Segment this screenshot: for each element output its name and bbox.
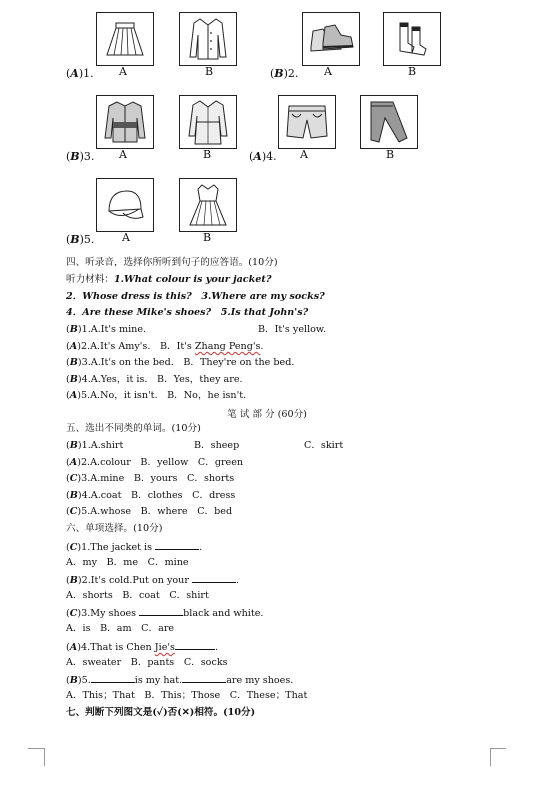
s5-q5: (C)5.A.whose B．where C．bed bbox=[66, 506, 233, 517]
q2-option-b: B bbox=[408, 65, 417, 78]
sneakers-icon bbox=[303, 13, 359, 65]
section7-title: 七、判断下列图文是(✓)否(✕)相符。(10分) bbox=[66, 707, 256, 718]
answer-blank[interactable] bbox=[192, 572, 236, 583]
q4-answer: (A)4. bbox=[249, 150, 277, 163]
s6-q4-options: A．sweater B．pants C．socks bbox=[66, 657, 228, 668]
s6-q1: (C)1.The jacket is . bbox=[66, 539, 202, 554]
answer-blank[interactable] bbox=[139, 605, 183, 616]
s6-q2: (B)2.It's cold.Put on your . bbox=[66, 572, 239, 587]
s4-q5: (A)5.A.No，it isn't. B．No，he isn't. bbox=[66, 390, 247, 401]
s6-q5-options: A．This；That B．This；Those C．These；That bbox=[66, 690, 308, 701]
skirt-icon bbox=[97, 13, 153, 65]
q5-answer: (B)5. bbox=[66, 233, 95, 246]
s4-q3: (B)3.A.It's on the bed. B．They're on the bed. bbox=[66, 357, 295, 368]
s6-q4: (A)4.That is Chen Jie's . bbox=[66, 639, 218, 654]
s6-q5: (B)5. is my hat. are my shoes. bbox=[66, 672, 293, 687]
crop-mark-bottom-right-h bbox=[490, 748, 506, 749]
socks-icon bbox=[384, 13, 440, 65]
q1-option-b: B bbox=[205, 65, 214, 78]
crop-mark-bottom-left-h bbox=[28, 748, 44, 749]
trousers-icon bbox=[361, 96, 417, 148]
q4-option-a: A bbox=[300, 148, 308, 161]
answer-blank[interactable] bbox=[91, 672, 135, 683]
q5-option-b: B bbox=[203, 231, 212, 244]
cap-image bbox=[96, 178, 154, 232]
s5-q1: (B)1.A.shirt bbox=[66, 440, 124, 451]
s6-q1-options: A．my B．me C．mine bbox=[66, 557, 189, 568]
answer-blank[interactable] bbox=[155, 539, 199, 550]
shorts-icon bbox=[279, 96, 335, 148]
dress-icon bbox=[180, 179, 236, 231]
section5-title: 五、选出不同类的单词。(10分) bbox=[66, 423, 201, 434]
jacket-image bbox=[96, 95, 154, 149]
q5-option-a: A bbox=[122, 231, 130, 244]
section4-title: 四、听录音，选择你所听到句子的应答语。(10分) bbox=[66, 257, 278, 268]
cap-icon bbox=[97, 179, 153, 231]
listening-material-3: 4．Are these Mike's shoes? 5.Is that John's? bbox=[66, 307, 309, 318]
sneakers-image bbox=[302, 12, 360, 66]
trench-coat-icon bbox=[180, 96, 236, 148]
coat-image bbox=[179, 12, 237, 66]
socks-image bbox=[383, 12, 441, 66]
dress-image bbox=[179, 178, 237, 232]
s5-q4: (B)4.A.coat B．clothes C．dress bbox=[66, 490, 236, 501]
q1-option-a: A bbox=[119, 65, 127, 78]
listening-material-1: 听力材料：1.What colour is your jacket? bbox=[66, 274, 272, 285]
s4-q1-option-b: B．It's yellow. bbox=[258, 324, 327, 335]
s5-q3: (C)3.A.mine B．yours C．shorts bbox=[66, 473, 235, 484]
s5-q1-option-c: C．skirt bbox=[304, 440, 344, 451]
answer-blank[interactable] bbox=[182, 672, 226, 683]
trousers-image bbox=[360, 95, 418, 149]
trench-coat-image bbox=[179, 95, 237, 149]
q1-answer: (A)1. bbox=[66, 67, 94, 80]
crop-mark-bottom-right bbox=[490, 748, 507, 766]
s6-q3-options: A．is B．am C．are bbox=[66, 623, 175, 634]
s4-q2: (A)2.A.It's Amy's. B．It's Zhang Peng's. bbox=[66, 341, 264, 352]
crop-mark-bottom-left bbox=[28, 748, 45, 766]
q3-option-b: B bbox=[203, 148, 212, 161]
written-test-heading: 笔 试 部 分 (60分) bbox=[227, 409, 307, 420]
q3-option-a: A bbox=[119, 148, 127, 161]
s4-q1: (B)1.A.It's mine. bbox=[66, 324, 147, 335]
s5-q2: (A)2.A.colour B．yellow C．green bbox=[66, 457, 244, 468]
q2-option-a: A bbox=[324, 65, 332, 78]
section6-title: 六、单项选择。(10分) bbox=[66, 523, 163, 534]
skirt-image bbox=[96, 12, 154, 66]
jacket-icon bbox=[97, 96, 153, 148]
q3-answer: (B)3. bbox=[66, 150, 95, 163]
q4-option-b: B bbox=[386, 148, 395, 161]
s6-q3: (C)3.My shoes black and white. bbox=[66, 605, 263, 620]
answer-blank[interactable] bbox=[175, 639, 215, 650]
shorts-image bbox=[278, 95, 336, 149]
coat-icon bbox=[180, 13, 236, 65]
s4-q4: (B)4.A.Yes，it is. B．Yes，they are. bbox=[66, 374, 243, 385]
s5-q1-option-b: B．sheep bbox=[194, 440, 240, 451]
listening-material-2: 2．Whose dress is this? 3.Where are my socks? bbox=[66, 291, 325, 302]
s6-q2-options: A．shorts B．coat C．shirt bbox=[66, 590, 209, 601]
q2-answer: (B)2. bbox=[270, 67, 299, 80]
